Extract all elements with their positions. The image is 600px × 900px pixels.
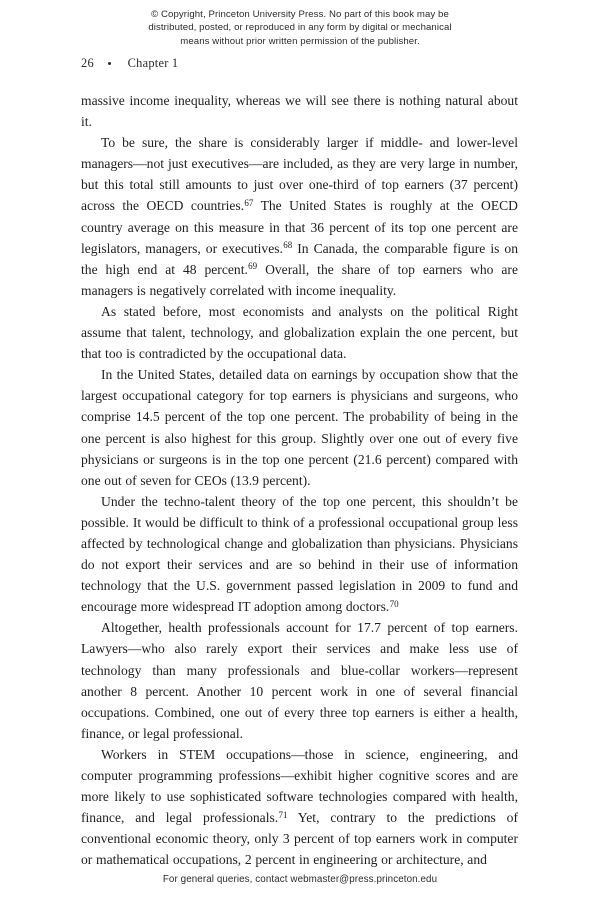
chapter-label: Chapter 1 [127,56,179,70]
footnote-marker: 71 [278,809,288,820]
paragraph: In the United States, detailed data on earnings by occupation show that the largest occupational category for top earners is physicians and surgeons, who comprise 14.5 percent of the top one percent. The probability of being in the one percent is also highest for this group. Slightly over one out of every five physicians or surgeons is in the top one percent (21.6 percent) compared with one out of seven for CEOs (13.9 percent). [81,367,518,488]
footnote-marker: 69 [248,261,258,272]
paragraph: Under the techno-talent theory of the top one percent, this shouldn’t be possible. It would be difficult to think of a professional occupational group less affected by technological change and globalization than physicians. Physicians do not export their services and are so behind in their use of information technology that the U.S. government passed legislation in 2009 to fund and encourage more widespread IT adoption among doctors.$^{70}$ [81,493,518,615]
page-footer: For general queries, contact webmaster@press.princeton.edu [162,874,438,885]
paragraph: As stated before, most economists and analysts on the political Right assume that talent, technology, and globalization explain the one percent, but that too is contradicted by the occupational data. [81,303,518,362]
bullet-separator-icon [108,62,111,65]
footnote-marker: 67 [244,198,254,209]
paragraph: To be sure, the share is considerably larger if middle- and lower-level managers—not just executives—are included, as they are very large in number, but this total still amounts to just over one-third of top earners (37 percent) across the OECD countries.$^{67}$ The United States is roughly at the OECD country average on this measure in that 36 percent of its top one percent are legislators, managers, or executives.$^{68}$ In Canada, the comparable figure is on the high end at 48 percent.$^{69}$ Overall, the share of top earners who are managers is negatively correlated with income inequality. [81,135,519,298]
body-text-column [81,90,518,870]
copyright-line-3: means without prior written permission of the publisher. [180,35,420,47]
footnote-marker: 68 [283,240,293,251]
paragraph: Workers in STEM occupations—those in science, engineering, and computer programming professions—exhibit higher cognitive scores and are more likely to use sophisticated software technologies compared with health, finance, and legal professionals.$^{71}$ Yet, contrary to the predictions of conventional economic theory, only 3 percent of top earners work in computer or mathematical occupations, 2 percent in engineering or architecture, and [81,746,518,868]
paragraph: Altogether, health professionals account for 17.7 percent of top earners. Lawyers—who also rarely export their services and make less use of technology than many professionals and blue-collar workers—represent another 8 percent. Another 10 percent work in one of several financial occupations. Combined, one out of every three top earners is either a health, finance, or legal professional. [81,620,518,741]
copyright-line-1: © Copyright, Princeton University Press. No part of this book may be [151,9,449,20]
paragraph: massive income inequality, whereas we will see there is nothing natural about it. [81,93,518,130]
copyright-line-2: distributed, posted, or reproduced in any form by digital or mechanical [148,22,452,34]
running-head [81,56,178,71]
footnote-marker: 70 [389,598,399,609]
copyright-notice [100,8,500,48]
page-number: 26 [81,56,94,70]
